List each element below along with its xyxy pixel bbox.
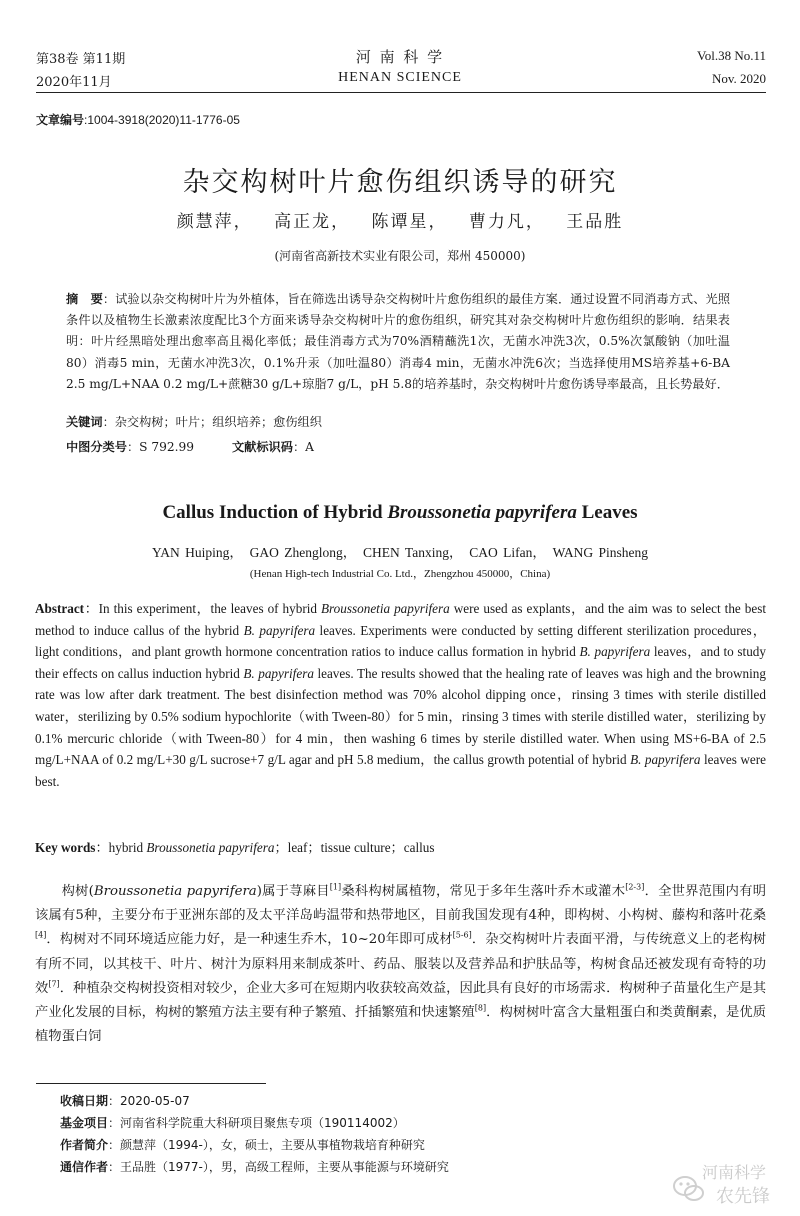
paper-title-en xyxy=(0,502,800,524)
body-text: )属于荨麻目 xyxy=(256,884,330,899)
clc-label: 中图分类号 xyxy=(66,440,127,454)
body-species: Broussonetia papyrifera xyxy=(93,884,257,899)
footnote-label: 通信作者 xyxy=(60,1160,109,1174)
affiliation-en: (Henan High-tech Industrial Co. Ltd.，Zhengzhou 450000，China) xyxy=(249,568,551,580)
keywords-cn xyxy=(66,412,730,433)
body-text: 桑科构树属植物，常见于多年生落叶乔木或灌木 xyxy=(341,884,626,899)
doc-code-value: ：A xyxy=(292,440,314,454)
watermark-text-2: 农先锋 xyxy=(716,1186,770,1207)
title-en-species: Broussonetia papyrifera xyxy=(387,502,577,523)
keywords-en-text: ：hybrid xyxy=(95,840,147,855)
abstract-en-species: B. papyrifera xyxy=(243,665,314,681)
citation-ref: [5-6] xyxy=(452,930,472,940)
clc-value: ：S 792.99 xyxy=(126,440,194,454)
header-rule xyxy=(36,92,766,93)
abstract-cn-text: ：试验以杂交构树叶片为外植体，旨在筛选出诱导杂交构树叶片愈伤组织的最佳方案．通过设置不同消毒方式、光照条件以及植物生长激素浓度配比3个方面来诱导杂交构树叶片的愈伤组织，研究其对杂交构树叶片愈伤组织的影响．结果表明：叶片经黑暗处理出愈率高且褐化率低；最佳消毒方式为70%酒精蘸洗1次，无菌水冲洗3次，0.5%次氯酸钠（加吐温80）消毒5 min，无菌水冲洗3次，0.1%升汞（加吐温80）消毒4 min，无菌水冲洗6次；当选择使用MS培养基+6-BA 2.5 mg/L+NAA 0.2 mg/L+蔗糖30 g/L+琼脂7 g/L，pH 5.8的培养基时，杂交构树叶片愈伤诱导率最高，且长势最好． xyxy=(66,292,731,391)
footnote-text: ：王品胜（1977-），男，高级工程师，主要从事能源与环境研究 xyxy=(108,1160,449,1174)
abstract-en-text: leaves. The results showed that the healing rate of leaves was high and the browning rate was low after dark treatment. The best disinfection method was 70% alcohol dipping once，rinsing 3 times with sterile distilled water，sterilizing by 0.5% sodium hypochlorite（with Tween-80）for 5 min，rinsing 3 times with sterile distilled water，sterilizing by 0.1% mercuric chloride（with Tween-80）for 4 min，then washing 6 times by sterile distilled water. When using MS+6-BA of 2.5 mg/L+NAA of 0.2 mg/L+30 g/L sucrose+7 g/L agar and pH 5.8 medium，the callus growth potential of hybrid xyxy=(35,665,766,768)
body-text: ．构树树叶富含大量粗蛋白和类黄酮素，是优质植物蛋白饲 xyxy=(35,1005,767,1045)
keywords-en-label: Key words xyxy=(35,840,96,855)
article-number-label: 文章编号 xyxy=(36,113,85,127)
keywords-cn-text: ：杂交构树；叶片；组织培养；愈伤组织 xyxy=(102,415,322,429)
body-text: ．构树对不同环境适应能力好，是一种速生乔木，10~20年即可成材 xyxy=(46,932,453,948)
article-number-value: :1004-3918(2020)11-1776-05 xyxy=(84,113,240,127)
affiliation-cn: (河南省高新技术实业有限公司，郑州 450000) xyxy=(274,249,526,263)
abstract-en-label: Abstract xyxy=(35,601,85,616)
authors-cn: 颜慧萍， 高正龙， 陈谭星， 曹力凡， 王品胜 xyxy=(176,212,624,232)
footnote-received xyxy=(60,1092,190,1109)
article-number xyxy=(36,111,240,128)
citation-ref: [1] xyxy=(329,882,342,892)
doc-code-label: 文献标识码 xyxy=(232,440,293,454)
abstract-en-text: leaves. Experiments were conducted by setting different sterilization procedures，light conditions，and plant growth hormone concentration ratios to induce callus formation in hybrid xyxy=(35,622,766,660)
abstract-en-text: were used as explants，and the aim was to select the best method to induce callus of the hybrid xyxy=(35,601,766,638)
body-paragraph xyxy=(35,880,766,1049)
footnote-author-bio xyxy=(60,1136,425,1153)
abstract-en-species: B. papyrifera xyxy=(243,622,316,638)
footnote-funding xyxy=(60,1114,405,1131)
abstract-en-species: B. papyrifera xyxy=(579,644,651,660)
paper-title-cn: 杂交构树叶片愈伤组织诱导的研究 xyxy=(182,167,618,198)
footnote-text: ：河南省科学院重大科研项目聚焦专项（190114002） xyxy=(108,1116,405,1130)
header-date-cn: 2020年11月 xyxy=(36,75,112,90)
footnote-rule xyxy=(36,1083,266,1084)
abstract-en-species: Broussonetia papyrifera xyxy=(320,601,450,616)
footnote-label: 收稿日期 xyxy=(60,1094,109,1108)
citation-ref: [2-3] xyxy=(625,882,645,892)
header-date-en: Nov. 2020 xyxy=(711,71,766,86)
footnote-corresponding xyxy=(60,1158,449,1175)
footnote-text: ：颜慧萍（1994-），女，硕士，主要从事植物栽培育种研究 xyxy=(108,1138,425,1152)
keywords-cn-label: 关键词 xyxy=(66,415,103,429)
keywords-en-species: Broussonetia papyrifera xyxy=(146,840,275,855)
abstract-en-text: leaves，and to study their effects on callus induction hybrid xyxy=(35,644,766,681)
journal-name-cn: 河 南 科 学 xyxy=(355,48,445,66)
watermark-logo xyxy=(672,1158,782,1210)
citation-ref: [8] xyxy=(474,1003,487,1013)
title-en-part2: Leaves xyxy=(576,502,638,523)
keywords-en-text: ；leaf；tissue culture；callus xyxy=(274,840,435,855)
body-text: 构树( xyxy=(61,884,94,899)
footnote-label: 作者简介 xyxy=(60,1138,109,1152)
keywords-en xyxy=(35,837,766,856)
wechat-logo-icon xyxy=(672,1172,706,1206)
header-volume-cn: 第38卷 第11期 xyxy=(36,52,126,67)
header-volume-en: Vol.38 No.11 xyxy=(697,48,766,63)
watermark-text-1: 河南科学 xyxy=(702,1163,767,1182)
journal-name-en: HENAN SCIENCE xyxy=(338,70,462,85)
abstract-en-text: leaves were best. xyxy=(35,752,766,789)
body-text: ．全世界范围内有明该属有5种，主要分布于亚洲东部的及太平洋岛屿温带和热带地区，目前我国发现有4种，即构树、小构树、藤构和落叶花桑 xyxy=(35,884,767,924)
authors-en: YAN Huiping， GAO Zhenglong， CHEN Tanxing， CAO Lifan， WANG Pinsheng xyxy=(152,545,648,560)
title-en-part1: Callus Induction of Hybrid xyxy=(162,502,388,523)
abstract-en-species: B. papyrifera xyxy=(630,752,701,768)
footnote-label: 基金项目 xyxy=(60,1116,109,1130)
citation-ref: [4] xyxy=(35,930,47,940)
abstract-en xyxy=(35,598,766,792)
abstract-en-text: ：In this experiment，the leaves of hybrid xyxy=(84,601,321,616)
abstract-cn-label: 摘 要 xyxy=(66,292,103,306)
body-text: ．种植杂交构树投资相对较少，企业大多可在短期内收获较高效益，因此具有良好的市场需求．构树种子苗量化生产是其产业化发展的目标，构树的繁殖方法主要有种子繁殖、扦插繁殖和快速繁殖 xyxy=(35,980,766,1021)
footnote-text: ：2020-05-07 xyxy=(108,1094,190,1108)
citation-ref: [7] xyxy=(48,979,60,989)
abstract-cn xyxy=(66,289,730,395)
body-text: ．杂交构树叶片表面平滑，与传统意义上的老构树有所不同，以其枝干、叶片、树汁为原料用来制成茶叶、药品、服装以及营养品和护肤品等，构树食品还被发现有奇特的功效 xyxy=(35,932,767,996)
classification-cn xyxy=(66,437,730,458)
